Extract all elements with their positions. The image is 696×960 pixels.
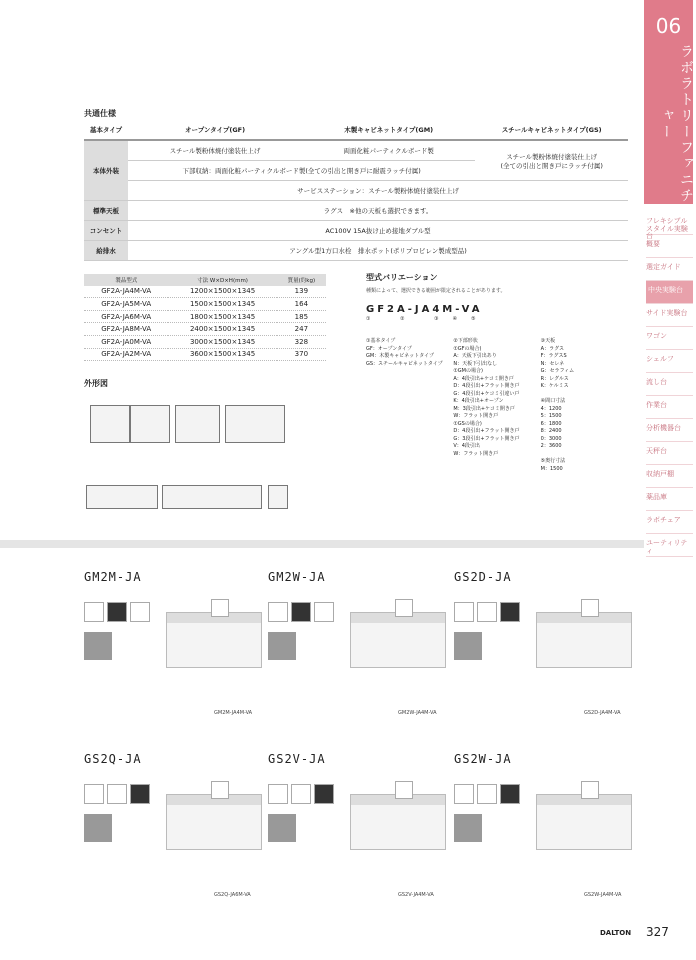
spec-cell: アングル型1方口水栓 排水ポット(ポリプロピレン製成型品) [128, 241, 628, 261]
side-nav-item[interactable]: 概要 [646, 235, 693, 258]
product-photo [166, 612, 262, 668]
spec-cell: 両面化粧パーティクルボード製 [302, 140, 475, 161]
variant-cell [107, 602, 127, 622]
side-nav-item[interactable]: 分析機器台 [646, 419, 693, 442]
variant-grid [268, 814, 296, 842]
spec-cell: ラグス ※他の天板も選択できます。 [128, 201, 628, 221]
model-cell: 328 [277, 335, 326, 348]
variant-cell [500, 784, 520, 804]
section-tab [644, 0, 693, 204]
side-nav-item[interactable]: 中央実験台 [646, 281, 693, 304]
common-spec-title: 共通仕様 [84, 109, 116, 118]
side-nav-item[interactable]: 薬品庫 [646, 488, 693, 511]
variant-cell [314, 602, 334, 622]
product-photo [166, 794, 262, 850]
product-name: GS2V-JA [268, 752, 326, 766]
product-caption: GS2V-JA4M-VA [398, 892, 434, 898]
variant-grid [454, 814, 482, 842]
divider-bar [0, 540, 644, 548]
model-header: 質量(約kg) [277, 274, 326, 286]
product-photo [350, 612, 446, 668]
side-nav-item[interactable]: 天秤台 [646, 442, 693, 465]
spec-header: 基本タイプ [84, 120, 128, 140]
model-cell: 185 [277, 310, 326, 323]
page-number: 327 [646, 925, 669, 939]
spec-label: 給排水 [84, 241, 128, 261]
product-name: GS2D-JA [454, 570, 512, 584]
side-nav-item[interactable]: 作業台 [646, 396, 693, 419]
model-header: 寸法 W×D×H(mm) [168, 274, 276, 286]
outline-drawing [225, 405, 285, 443]
variant-cell [477, 784, 497, 804]
side-nav [646, 212, 693, 557]
product-card [454, 752, 634, 898]
side-nav-item[interactable]: サイド実験台 [646, 304, 693, 327]
section-number: 06 [655, 14, 682, 38]
variant-grid [84, 814, 112, 842]
variation-col-top: ③天板 A：ラグス F：ラグスS N：セレネ G：セラフィム R：レグルス K：ケルミス ④間口寸法 4：1200 5：1500 6：1800 8：2400 0：3000 2：3600 ⑤奥行寸法 M：1500 [540, 338, 575, 472]
variant-cell [130, 602, 150, 622]
side-nav-item[interactable]: 収納戸棚 [646, 465, 693, 488]
outline-drawing [175, 405, 220, 443]
model-cell: 2400×1500×1345 [168, 323, 276, 336]
model-cell: 370 [277, 348, 326, 361]
side-nav-item[interactable]: 流し台 [646, 373, 693, 396]
variation-section [366, 272, 628, 473]
variant-grid [268, 632, 296, 660]
brand-logo: DALTON [600, 929, 632, 937]
model-cell: 139 [277, 286, 326, 298]
variant-cell [291, 784, 311, 804]
variant-cell [84, 602, 104, 622]
model-header: 製品型式 [84, 274, 168, 286]
outline-drawing [90, 405, 130, 443]
spec-cell: AC100V 15A抜け止め接地ダブル型 [128, 221, 628, 241]
product-caption: GM2W-JA4M-VA [398, 710, 437, 716]
model-cell: GF2A-JA4M-VA [84, 286, 168, 298]
variant-cell [268, 784, 288, 804]
variation-code: GF2A-JA4M-VA [366, 304, 483, 315]
model-cell: 3600×1500×1345 [168, 348, 276, 361]
spec-label: コンセント [84, 221, 128, 241]
models-table [84, 274, 326, 361]
outline-drawing [162, 485, 262, 509]
product-photo [536, 794, 632, 850]
variation-code-numbers: ① ② ③④⑤ [366, 316, 490, 322]
product-photo [536, 612, 632, 668]
model-cell: GF2A-JA6M-VA [84, 310, 168, 323]
product-caption: GS2D-JA4M-VA [584, 710, 621, 716]
product-card [268, 570, 448, 716]
variation-col-lower: ②下部形状 ①GFの場合) A：天板下引出あり N：天板下引出なし ①GMの場合) A：4段引出+ケコミ開き戸 D：4段引出+フラット開き戸 G：4段引出+ケコミ引違い戸 K：4段引出+オープン M：3段引出+ケコミ開き戸 W：フラット開き戸 ①GSの場合) D：4段引出+フラット開き戸 G：3段引出+フラット開き戸 V：4段引出 W：フラット開き戸 [453, 338, 520, 457]
side-nav-item[interactable]: ユーティリティ [646, 534, 693, 557]
model-cell: 1500×1500×1345 [168, 298, 276, 311]
product-card [268, 752, 448, 898]
variant-cell [500, 602, 520, 622]
product-card [84, 752, 264, 898]
model-cell: 1200×1500×1345 [168, 286, 276, 298]
spec-cell: 下部収納：両面化粧パーティクルボード製(全ての引出と開き戸に耐震ラッチ付属) [128, 161, 475, 181]
outline-title: 外形図 [84, 379, 108, 388]
variation-title: 型式バリエーション [366, 273, 438, 282]
model-cell: 3000×1500×1345 [168, 335, 276, 348]
variant-cell [291, 602, 311, 622]
model-cell: GF2A-JA8M-VA [84, 323, 168, 336]
product-name: GS2W-JA [454, 752, 512, 766]
model-cell: 247 [277, 323, 326, 336]
variant-cell [454, 602, 474, 622]
product-name: GM2M-JA [84, 570, 142, 584]
product-caption: GM2M-JA4M-VA [214, 710, 253, 716]
variant-cell [84, 784, 104, 804]
spec-table [84, 120, 628, 261]
model-cell: GF2A-JA0M-VA [84, 335, 168, 348]
variant-cell [268, 602, 288, 622]
outline-drawing [130, 405, 170, 443]
spec-cell: サービスステーション：スチール製粉体焼付塗装仕上げ [128, 181, 628, 201]
spec-header: オープンタイプ(GF) [128, 120, 302, 140]
variant-cell [107, 784, 127, 804]
product-name: GM2W-JA [268, 570, 326, 584]
variant-cell [477, 602, 497, 622]
model-cell: GF2A-JA2M-VA [84, 348, 168, 361]
spec-label: 本体外装 [84, 140, 128, 201]
spec-header: 木製キャビネットタイプ(GM) [302, 120, 475, 140]
side-nav-item[interactable]: フレキシブルスタイル実験台 [646, 212, 693, 235]
side-nav-item[interactable]: 選定ガイド [646, 258, 693, 281]
variant-cell [314, 784, 334, 804]
spec-label: 標準天板 [84, 201, 128, 221]
spec-header: スチールキャビネットタイプ(GS) [475, 120, 628, 140]
product-card [84, 570, 264, 716]
spec-cell: スチール製粉体焼付塗装仕上げ (全ての引出と開き戸にラッチ付属) [475, 140, 628, 181]
side-nav-item[interactable]: ワゴン [646, 327, 693, 350]
outline-drawing [268, 485, 288, 509]
model-cell: 164 [277, 298, 326, 311]
product-photo [350, 794, 446, 850]
side-nav-item[interactable]: ラボチェア [646, 511, 693, 534]
product-caption: GS2W-JA4M-VA [584, 892, 622, 898]
side-nav-item[interactable]: シェルフ [646, 350, 693, 373]
spec-cell: スチール製粉体焼付塗装仕上げ [128, 140, 302, 161]
product-caption: GS2Q-JA6M-VA [214, 892, 251, 898]
model-cell: GF2A-JA5M-VA [84, 298, 168, 311]
model-cell: 1800×1500×1345 [168, 310, 276, 323]
outline-drawing [86, 485, 158, 509]
variation-note: 種類によって、選択できる範囲が限定されることがあります。 [366, 288, 506, 294]
variant-grid [454, 632, 482, 660]
variant-cell [130, 784, 150, 804]
product-card [454, 570, 634, 716]
variant-cell [454, 784, 474, 804]
section-title: ラボラトリーファニチャー [658, 44, 694, 204]
variant-grid [84, 632, 112, 660]
product-name: GS2Q-JA [84, 752, 142, 766]
variation-col-basic: ①基本タイプ GF：オープンタイプ GM：木製キャビネットタイプ GS：スチールキャビネットタイプ [366, 338, 443, 367]
